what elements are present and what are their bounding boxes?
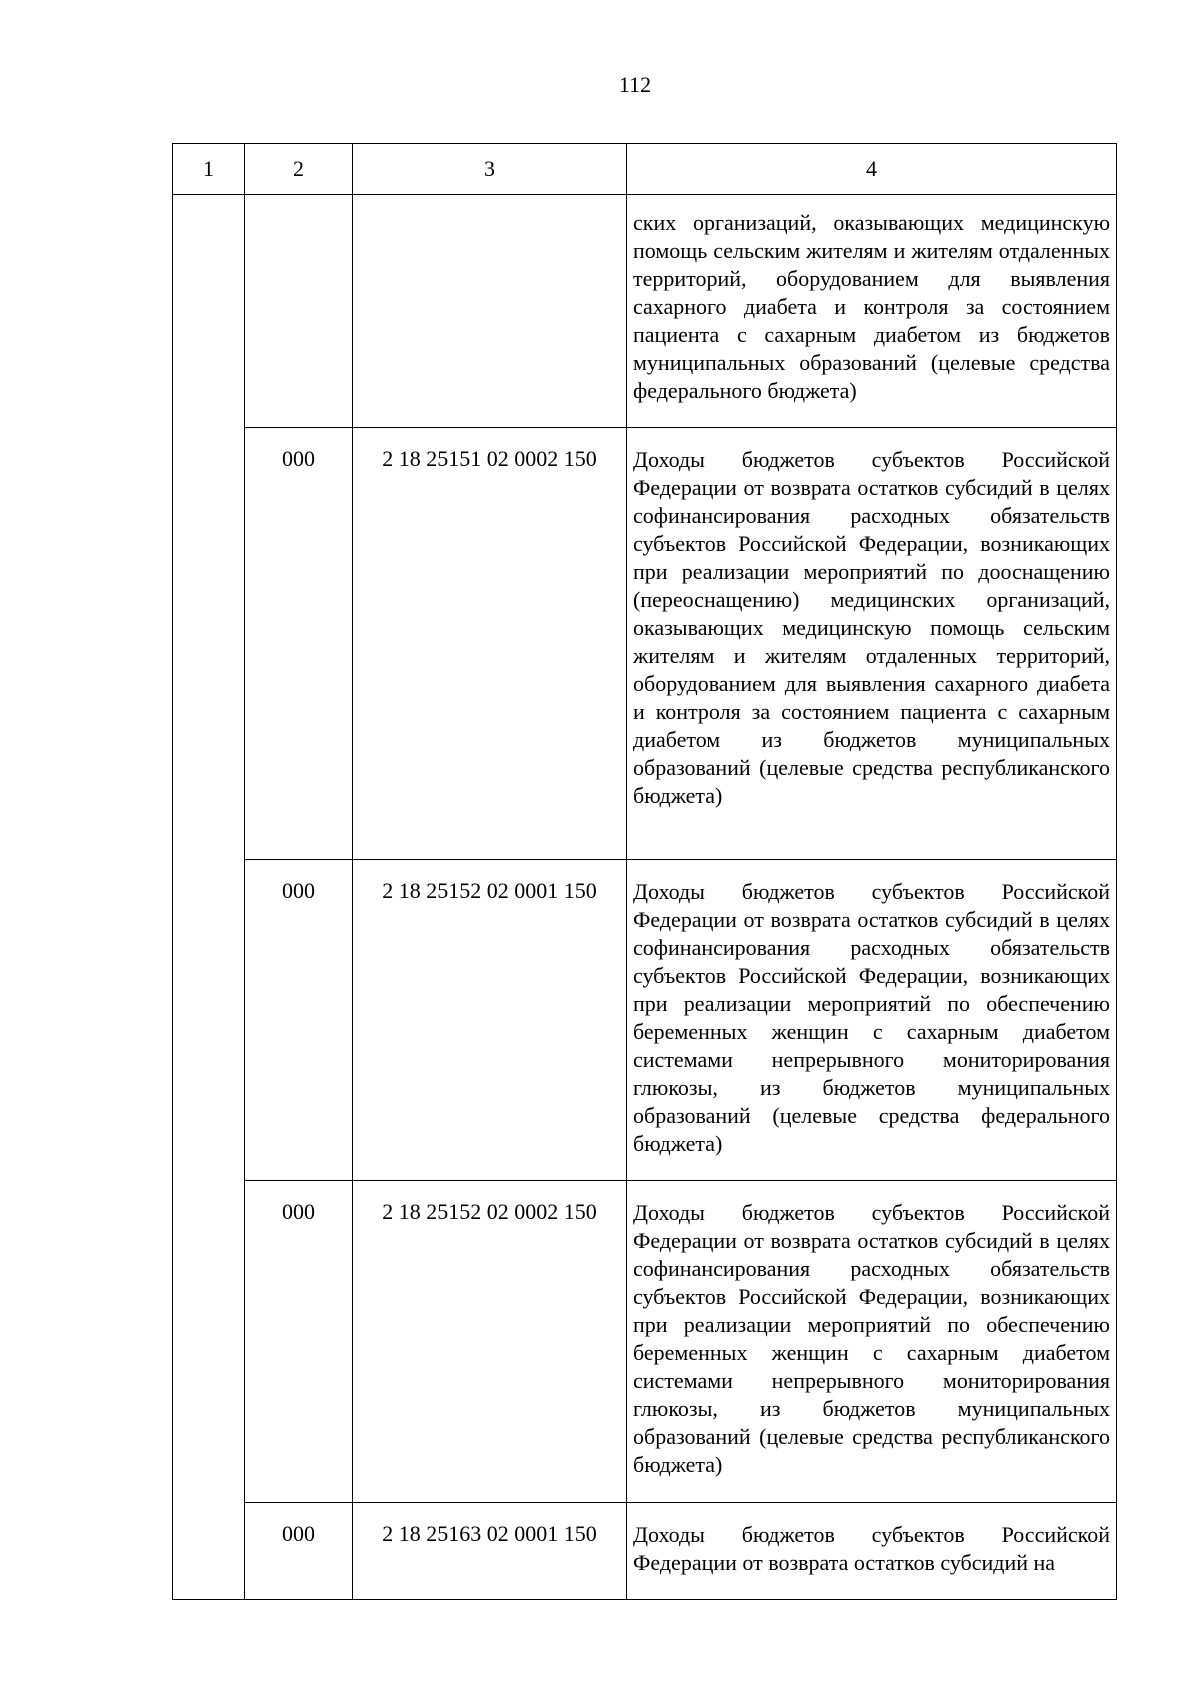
description-cell: ских организаций, оказывающих медицинскую помощь сельским жителям и жителям отдаленных территорий, оборудованием для выявления сахарного диабета и контроля за состоянием пациента с сахарным диабетом из бюджетов муниципальных образований (целевые средства федерального бюджета) [627,195,1117,428]
revenue-code-cell: 2 18 25152 02 0001 150 [353,860,627,1181]
table-row [173,860,1117,1181]
admin-code-cell [245,195,353,428]
admin-code-cell: 000 [245,428,353,860]
table-header-row [173,144,1117,195]
table-row [173,1503,1117,1600]
row-number-cell [173,195,245,1600]
revenue-code-cell: 2 18 25151 02 0002 150 [353,428,627,860]
header-col-2: 2 [245,144,353,195]
description-cell: Доходы бюджетов субъектов Российской Федерации от возврата остатков субсидий на [627,1503,1117,1600]
header-col-1: 1 [173,144,245,195]
admin-code-cell: 000 [245,860,353,1181]
description-cell: Доходы бюджетов субъектов Российской Федерации от возврата остатков субсидий в целях софинансирования расходных обязательств субъектов Российской Федерации, возникающих при реализации мероприятий по дооснащению (переоснащению) медицинских организаций, оказывающих медицинскую помощь сельским жителям и жителям отдаленных территорий, оборудованием для выявления сахарного диабета и контроля за состоянием пациента с сахарным диабетом из бюджетов муниципальных образований (целевые средства республиканского бюджета) [627,428,1117,860]
admin-code-cell: 000 [245,1503,353,1600]
admin-code-cell: 000 [245,1181,353,1503]
description-cell: Доходы бюджетов субъектов Российской Федерации от возврата остатков субсидий в целях софинансирования расходных обязательств субъектов Российской Федерации, возникающих при реализации мероприятий по обеспечению беременных женщин с сахарным диабетом системами непрерывного мониторирования глюкозы, из бюджетов муниципальных образований (целевые средства республиканского бюджета) [627,1181,1117,1503]
table-row [173,1181,1117,1503]
revenue-code-cell [353,195,627,428]
table-row [173,428,1117,860]
header-col-4: 4 [627,144,1117,195]
header-col-3: 3 [353,144,627,195]
revenue-code-cell: 2 18 25163 02 0001 150 [353,1503,627,1600]
table-row [173,195,1117,428]
description-cell: Доходы бюджетов субъектов Российской Федерации от возврата остатков субсидий в целях софинансирования расходных обязательств субъектов Российской Федерации, возникающих при реализации мероприятий по обеспечению беременных женщин с сахарным диабетом системами непрерывного мониторирования глюкозы, из бюджетов муниципальных образований (целевые средства федерального бюджета) [627,860,1117,1181]
page-number: 112 [618,72,652,97]
revenue-code-table [172,143,1117,1600]
revenue-code-cell: 2 18 25152 02 0002 150 [353,1181,627,1503]
